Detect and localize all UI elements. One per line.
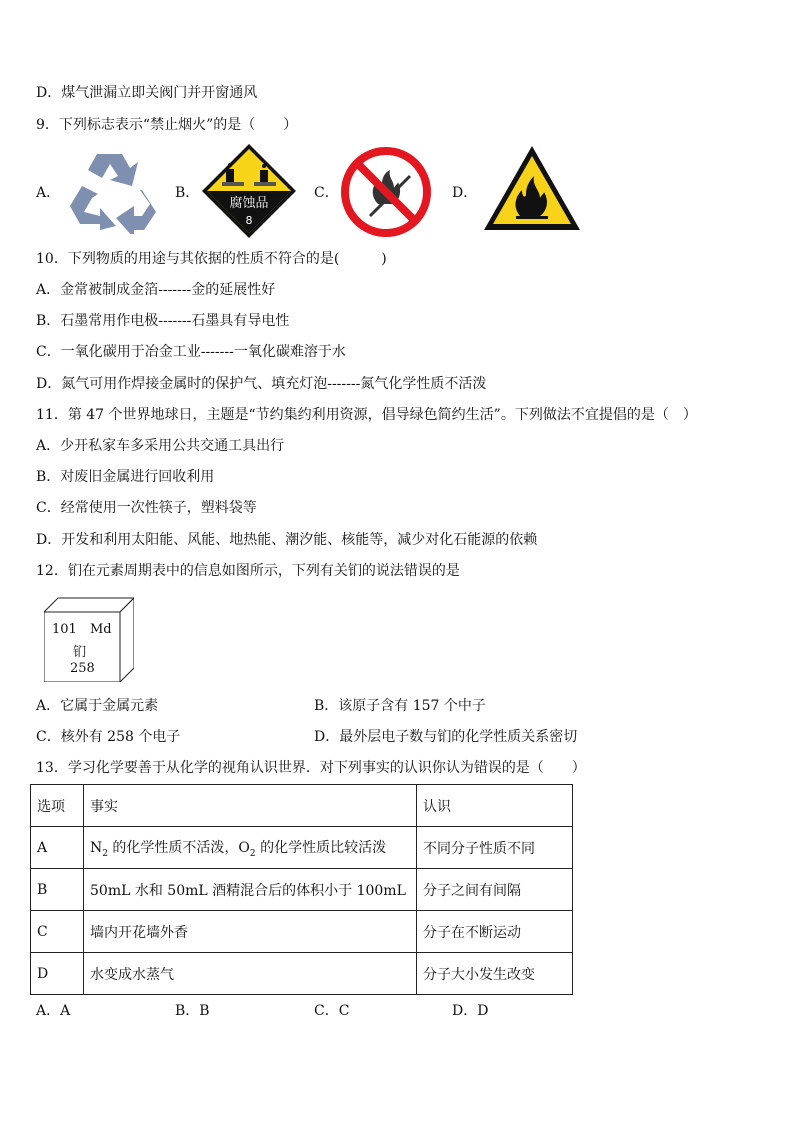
table-cell-view: 不同分子性质不同: [417, 827, 573, 869]
q13-option-c: C．C: [314, 1003, 350, 1019]
q9-option-b-label: B．: [175, 185, 200, 201]
q10-stem: 10．下列物质的用途与其依据的性质不符合的是( ): [36, 251, 387, 267]
q13-option-d: D．D: [452, 1003, 489, 1019]
table-cell-fact: [84, 827, 417, 869]
q11-option-d: D．开发和利用太阳能、风能、地热能、潮汐能、核能等，减少对化石能源的依赖: [36, 532, 538, 548]
table-header-cell: 认识: [417, 785, 573, 827]
table-cell-option: A: [31, 827, 84, 869]
corrosive-label: 腐蚀品: [229, 196, 269, 211]
q11-option-b: B．对废旧金属进行回收利用: [36, 469, 215, 485]
flammable-warning-icon: [482, 144, 582, 232]
q13-option-a: A．A: [36, 1003, 71, 1019]
fact-text-end: 的化学性质比较活泼: [255, 839, 387, 856]
table-cell-view: 分子之间有间隔: [417, 869, 573, 911]
q8-option-d: D．煤气泄漏立即关阀门并开窗通风: [36, 85, 258, 101]
formula-n: N: [90, 839, 103, 856]
recycle-icon: [64, 146, 162, 234]
no-fire-sign-icon: [340, 146, 432, 238]
table-row: [31, 827, 573, 869]
q10-option-a: A．金常被制成金箔-------金的延展性好: [36, 282, 276, 298]
table-cell-view: 分子大小发生改变: [417, 953, 573, 995]
table-row: [31, 911, 573, 953]
corrosive-sign-icon: [200, 142, 298, 240]
q10-option-c: C．一氧化碳用于冶金工业-------一氧化碳难溶于水: [36, 344, 346, 360]
q9-option-c-label: C．: [314, 185, 339, 201]
element-name: 钔: [73, 645, 87, 660]
table-header-row: [31, 785, 573, 827]
corrosive-class: 8: [245, 214, 253, 227]
element-mass: 258: [70, 661, 95, 676]
q10-option-b: B．石墨常用作电极-------石墨具有导电性: [36, 313, 290, 329]
q11-option-c: C．经常使用一次性筷子，塑料袋等: [36, 500, 257, 516]
table-row: [31, 953, 573, 995]
table-cell-option: C: [31, 911, 84, 953]
q12-stem: 12．钔在元素周期表中的信息如图所示，下列有关钔的说法错误的是: [36, 563, 460, 579]
q9-option-d-label: D．: [452, 185, 478, 201]
formula-subscript: 2: [102, 848, 108, 859]
element-symbol: Md: [90, 622, 112, 637]
table-row: [31, 869, 573, 911]
formula-subscript: 2: [249, 848, 256, 859]
element-number: 101: [52, 622, 77, 637]
q11-option-a: A．少开私家车多采用公共交通工具出行: [36, 438, 285, 454]
q10-option-d: D．氮气可用作焊接金属时的保护气、填充灯泡-------氮气化学性质不活泼: [36, 376, 487, 392]
q13-stem: 13．学习化学要善于从化学的视角认识世界．对下列事实的认识你认为错误的是（ ）: [36, 760, 586, 776]
table-cell-fact: 50mL 水和 50mL 酒精混合后的体积小于 100mL: [84, 869, 417, 911]
q12-option-d: D．最外层电子数与钔的化学性质关系密切: [314, 729, 578, 745]
q13-option-b: B．B: [175, 1003, 210, 1019]
q9-stem: 9．下列标志表示“禁止烟火”的是（ ）: [36, 117, 298, 133]
q12-option-c: C．核外有 258 个电子: [36, 729, 181, 745]
table-cell-option: B: [31, 869, 84, 911]
element-tile: [44, 596, 134, 682]
table-header-cell: 事实: [84, 785, 417, 827]
q11-stem: 11．第 47 个世界地球日，主题是“节约集约利用资源，倡导绿色简约生活”。下列做法不宜提倡的是（ ）: [36, 407, 697, 423]
table-cell-fact: 水变成水蒸气: [84, 953, 417, 995]
table-cell-option: D: [31, 953, 84, 995]
facts-table: [30, 784, 573, 995]
q9-option-a-label: A．: [36, 185, 61, 201]
table-cell-view: 分子在不断运动: [417, 911, 573, 953]
q12-option-a: A．它属于金属元素: [36, 698, 159, 714]
table-header-cell: 选项: [31, 785, 84, 827]
fact-text-middle: 的化学性质不活泼，O: [107, 839, 250, 856]
table-cell-fact: 墙内开花墙外香: [84, 911, 417, 953]
q12-option-b: B．该原子含有 157 个中子: [314, 698, 486, 714]
